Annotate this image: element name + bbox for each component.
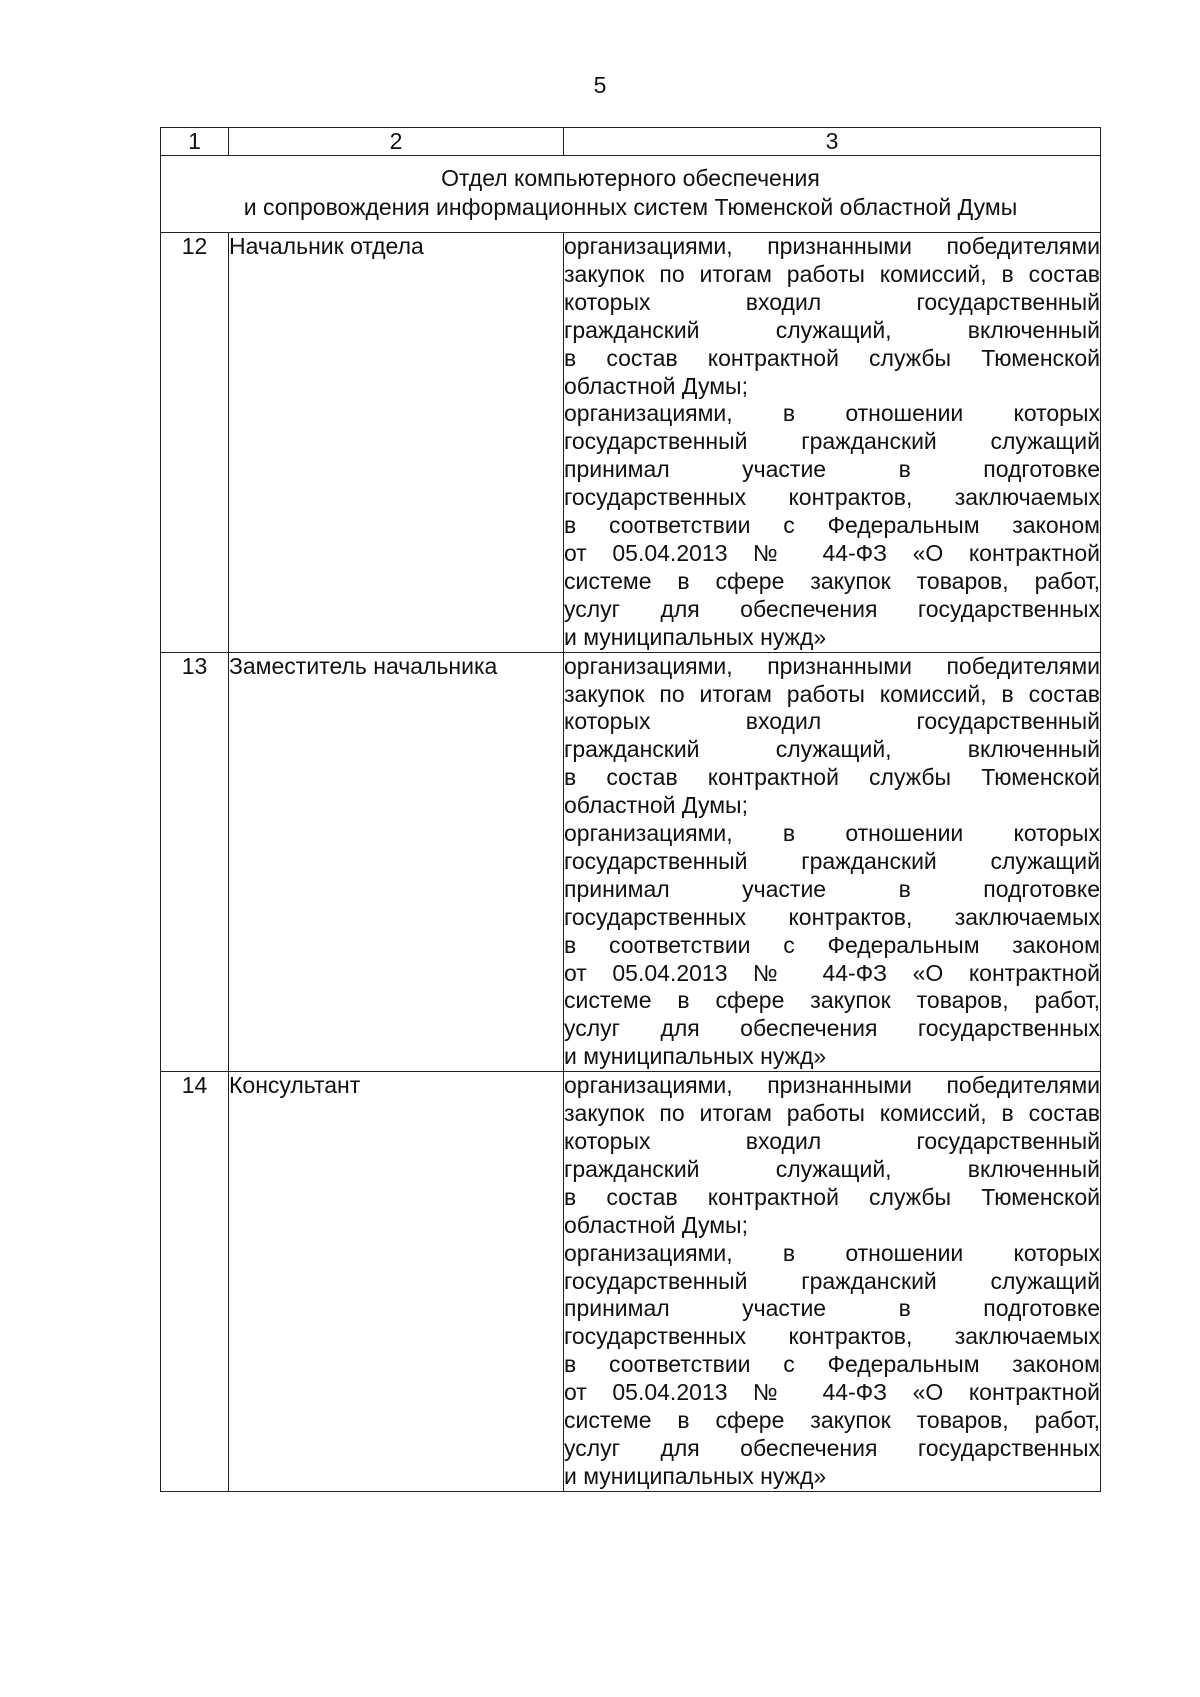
description-line: государственных контрактов, заключаемых xyxy=(564,484,1100,511)
description-line: закупок по итогам работы комиссий, в состав xyxy=(564,1100,1100,1127)
description-line: организациями, признанными победителями xyxy=(564,652,1100,679)
description-line: системе в сфере закупок товаров, работ, xyxy=(564,987,1100,1014)
description-line: гражданский служащий, включенный xyxy=(564,316,1100,343)
description-line: областной Думы; xyxy=(564,372,748,399)
description-line: областной Думы; xyxy=(564,1211,748,1238)
description-line: в состав контрактной службы Тюменской xyxy=(564,764,1100,791)
description-line: организациями, признанными победителями xyxy=(564,233,1100,259)
table-row xyxy=(161,652,1101,1072)
description-line: областной Думы; xyxy=(564,792,748,819)
description-line: организациями, в отношении которых xyxy=(564,1239,1100,1266)
description-line: в соответствии с Федеральным законом xyxy=(564,512,1100,539)
table-header-row xyxy=(161,128,1101,156)
description-line: и муниципальных нужд» xyxy=(564,1043,827,1070)
description-line: государственных контрактов, заключаемых xyxy=(564,1323,1100,1350)
description-line: в состав контрактной службы Тюменской xyxy=(564,344,1100,371)
description-line: гражданский служащий, включенный xyxy=(564,1155,1100,1182)
description-line: государственный гражданский служащий xyxy=(564,1267,1100,1294)
section-title-line-2: и сопровождения информационных систем Тюменской областной Думы xyxy=(243,194,1018,220)
section-title-line-1: Отдел компьютерного обеспечения xyxy=(441,165,820,191)
description-line: которых входил государственный xyxy=(564,708,1100,735)
description-line: организациями, в отношении которых xyxy=(564,820,1100,847)
description-line: государственный гражданский служащий xyxy=(564,428,1100,455)
restriction-description xyxy=(564,233,1101,653)
description-line: и муниципальных нужд» xyxy=(564,1462,827,1489)
description-line: гражданский служащий, включенный xyxy=(564,736,1100,763)
section-title-row xyxy=(161,156,1101,233)
restriction-description xyxy=(564,652,1101,1072)
description-line: государственный гражданский служащий xyxy=(564,847,1100,874)
section-title xyxy=(161,156,1101,233)
description-line: в соответствии с Федеральным законом xyxy=(564,1351,1100,1378)
position-title: Заместитель начальника xyxy=(229,652,564,1072)
row-number: 14 xyxy=(161,1072,229,1492)
description-line: принимал участие в подготовке xyxy=(564,875,1100,902)
header-col-3: 3 xyxy=(564,128,1101,156)
position-title: Консультант xyxy=(229,1072,564,1492)
description-line: от 05.04.2013 № 44-ФЗ «О контрактной xyxy=(564,1379,1100,1406)
description-line: услуг для обеспечения государственных xyxy=(564,1015,1100,1042)
description-line: от 05.04.2013 № 44-ФЗ «О контрактной xyxy=(564,959,1100,986)
description-line: принимал участие в подготовке xyxy=(564,1295,1100,1322)
description-line: и муниципальных нужд» xyxy=(564,623,827,650)
description-line: от 05.04.2013 № 44-ФЗ «О контрактной xyxy=(564,539,1100,566)
description-line: организациями, в отношении которых xyxy=(564,400,1100,427)
description-line: государственных контрактов, заключаемых xyxy=(564,903,1100,930)
description-line: в соответствии с Федеральным законом xyxy=(564,931,1100,958)
table-row xyxy=(161,233,1101,653)
description-line: системе в сфере закупок товаров, работ, xyxy=(564,1407,1100,1434)
header-col-1: 1 xyxy=(161,128,229,156)
description-line: закупок по итогам работы комиссий, в состав xyxy=(564,260,1100,287)
header-col-2: 2 xyxy=(229,128,564,156)
restriction-description xyxy=(564,1072,1101,1492)
positions-table xyxy=(160,127,1101,1492)
description-line: системе в сфере закупок товаров, работ, xyxy=(564,567,1100,594)
description-line: которых входил государственный xyxy=(564,288,1100,315)
description-line: организациями, признанными победителями xyxy=(564,1072,1100,1099)
description-line: которых входил государственный xyxy=(564,1128,1100,1154)
description-line: услуг для обеспечения государственных xyxy=(564,595,1100,622)
table-row xyxy=(161,1072,1101,1492)
description-line: услуг для обеспечения государственных xyxy=(564,1434,1100,1461)
description-line: в состав контрактной службы Тюменской xyxy=(564,1183,1100,1210)
description-line: принимал участие в подготовке xyxy=(564,456,1100,483)
page-number: 5 xyxy=(593,72,607,98)
row-number: 13 xyxy=(161,652,229,1072)
row-number: 12 xyxy=(161,233,229,653)
position-title: Начальник отдела xyxy=(229,233,564,653)
description-line: закупок по итогам работы комиссий, в состав xyxy=(564,680,1100,707)
